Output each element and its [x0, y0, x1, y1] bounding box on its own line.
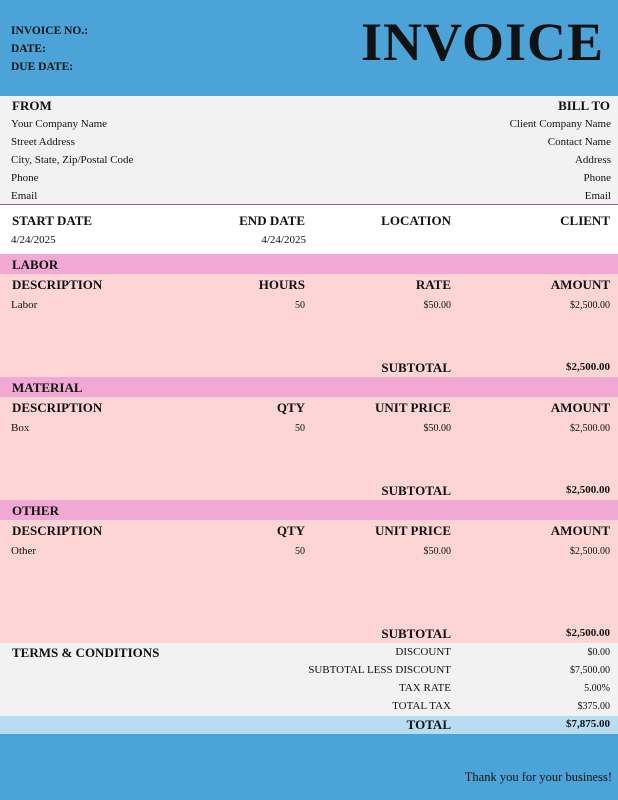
material-unit-price-header: UNIT PRICE — [375, 400, 451, 415]
other-row-unit-price: $50.00 — [423, 546, 451, 557]
total-tax-label: TOTAL TAX — [392, 700, 451, 712]
labor-row-amount: $2,500.00 — [570, 300, 610, 311]
terms-totals-section — [0, 643, 618, 716]
total-tax-value: $375.00 — [577, 701, 610, 712]
from-company: Your Company Name — [11, 118, 108, 130]
from-street: Street Address — [11, 136, 75, 148]
labor-amount-header: AMOUNT — [550, 277, 610, 292]
labor-row-rate: $50.00 — [423, 300, 451, 311]
from-email: Email — [11, 190, 38, 202]
date-label: DATE: — [11, 43, 46, 55]
client-contact: Contact Name — [547, 136, 611, 148]
other-qty-header: QTY — [276, 523, 305, 538]
discount-label: DISCOUNT — [395, 646, 451, 658]
invoice-title: INVOICE — [361, 12, 604, 72]
tax-rate-value: 5.00% — [584, 683, 610, 694]
start-date-value: 4/24/2025 — [11, 234, 56, 246]
material-qty-header: QTY — [276, 400, 305, 415]
subtotal-less-discount-value: $7,500.00 — [570, 665, 610, 676]
other-description-header: DESCRIPTION — [12, 523, 103, 538]
job-info-section — [0, 205, 618, 254]
client-header: CLIENT — [560, 213, 610, 228]
subtotal-less-discount-label: SUBTOTAL LESS DISCOUNT — [308, 664, 451, 676]
labor-section-header — [0, 254, 618, 274]
other-table — [0, 520, 618, 643]
client-phone: Phone — [583, 172, 611, 184]
other-row-qty: 50 — [295, 546, 305, 557]
invoice-meta — [11, 22, 88, 76]
material-row-qty: 50 — [295, 423, 305, 434]
end-date-header: END DATE — [239, 213, 305, 228]
invoice-number-label: INVOICE NO.: — [11, 25, 89, 37]
due-date-label: DUE DATE: — [11, 61, 74, 73]
material-row-unit-price: $50.00 — [423, 423, 451, 434]
from-label: FROM — [12, 98, 52, 113]
material-table — [0, 397, 618, 500]
material-description-header: DESCRIPTION — [12, 400, 103, 415]
labor-table — [0, 274, 618, 377]
from-billto-section — [0, 96, 618, 204]
tax-rate-label: TAX RATE — [399, 682, 451, 694]
other-title: OTHER — [12, 503, 59, 518]
labor-subtotal-value: $2,500.00 — [566, 361, 610, 373]
client-company: Client Company Name — [509, 118, 611, 130]
invoice-header — [0, 0, 618, 96]
terms-label: TERMS & CONDITIONS — [12, 645, 160, 660]
material-subtotal-label: SUBTOTAL — [381, 483, 451, 498]
other-section-header — [0, 500, 618, 520]
other-subtotal-label: SUBTOTAL — [381, 626, 451, 641]
labor-description-header: DESCRIPTION — [12, 277, 103, 292]
start-date-header: START DATE — [12, 213, 93, 228]
end-date-value: 4/24/2025 — [261, 234, 306, 246]
other-unit-price-header: UNIT PRICE — [375, 523, 451, 538]
labor-title: LABOR — [12, 257, 59, 272]
other-row-amount: $2,500.00 — [570, 546, 610, 557]
thank-you-message: Thank you for your business! — [464, 770, 612, 784]
total-row — [0, 716, 618, 734]
labor-hours-header: HOURS — [258, 277, 305, 292]
material-row-amount: $2,500.00 — [570, 423, 610, 434]
other-subtotal-value: $2,500.00 — [566, 627, 610, 639]
from-phone: Phone — [11, 172, 39, 184]
labor-rate-header: RATE — [415, 277, 451, 292]
material-row-description: Box — [11, 422, 30, 434]
location-header: LOCATION — [381, 213, 451, 228]
material-title: MATERIAL — [12, 380, 83, 395]
total-value: $7,875.00 — [566, 718, 610, 730]
material-subtotal-value: $2,500.00 — [566, 484, 610, 496]
other-row-description: Other — [11, 545, 37, 557]
invoice-footer — [0, 734, 618, 800]
total-label: TOTAL — [406, 717, 451, 732]
client-email: Email — [584, 190, 611, 202]
discount-value: $0.00 — [587, 647, 610, 658]
other-amount-header: AMOUNT — [550, 523, 610, 538]
labor-row-hours: 50 — [295, 300, 305, 311]
client-address: Address — [574, 154, 611, 166]
material-section-header — [0, 377, 618, 397]
bill-to-label: BILL TO — [558, 98, 610, 113]
labor-row-description: Labor — [11, 299, 38, 311]
from-city: City, State, Zip/Postal Code — [11, 154, 134, 166]
material-amount-header: AMOUNT — [550, 400, 610, 415]
labor-subtotal-label: SUBTOTAL — [381, 360, 451, 375]
